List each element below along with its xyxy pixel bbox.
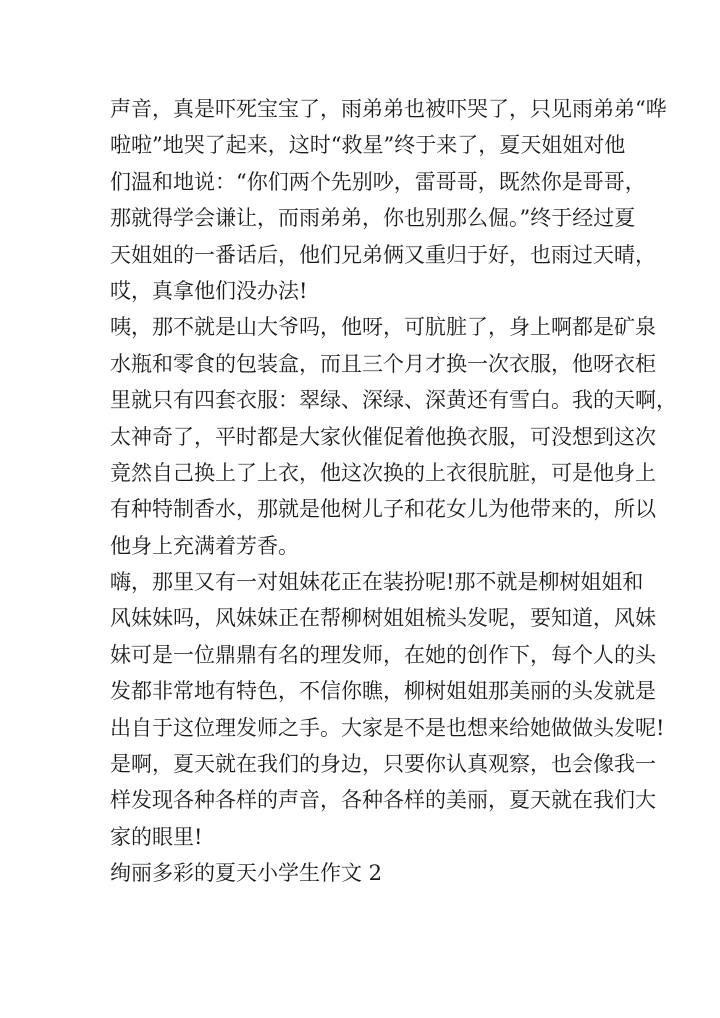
paragraph-mountain [110,309,677,564]
text-line: 啦啦”地哭了起来，这时“救星”终于来了，夏天姐姐对他 [110,133,626,158]
text-line: 声音，真是吓死宝宝了，雨弟弟也被吓哭了，只见雨弟弟“哗 [110,97,667,121]
text-line: 哎，真拿他们没办法! [110,278,308,303]
text-line: 有种特制香水，那就是他树儿子和花女儿为他带来的，所以 [110,497,656,522]
text-line: 样发现各种各样的声音，各种各样的美丽，夏天就在我们大 [110,788,656,813]
text-line: 咦，那不就是山大爷吗，他呀，可肮脏了，身上啊都是矿泉 [110,315,656,340]
text-line: 天姐姐的一番话后，他们兄弟俩又重归于好，也雨过天晴， [110,242,656,267]
paragraph-thunder-rain [110,91,667,309]
text-line: 嗨，那里又有一对姐妹花正在装扮呢!那不就是柳树姐姐和 [110,570,644,595]
text-line: 出自于这位理发师之手。大家是不是也想来给她做做头发呢! [110,715,665,740]
text-line: 家的眼里! [110,824,203,849]
text-line: 们温和地说：“你们两个先别吵，雷哥哥，既然你是哥哥， [110,169,646,194]
document-body [110,91,677,892]
paragraph-willow-wind [110,564,665,746]
text-line: 是啊，夏天就在我们的身边，只要你认真观察，也会像我一 [110,752,656,777]
text-line: 他身上充满着芳香。 [110,533,299,558]
text-line: 风妹妹吗，风妹妹正在帮柳树姐姐梳头发呢，要知道，风妹 [110,606,656,631]
paragraph-conclusion [110,746,656,855]
text-line: 竟然自己换上了上衣，他这次换的上衣很肮脏，可是他身上 [110,460,656,485]
text-line: 那就得学会谦让，而雨弟弟，你也别那么倔。”终于经过夏 [110,206,636,231]
text-line: 水瓶和零食的包装盒，而且三个月才换一次衣服，他呀衣柜 [110,351,656,376]
text-line: 里就只有四套衣服：翠绿、深绿、深黄还有雪白。我的天啊， [110,388,677,413]
text-line: 发都非常地有特色，不信你瞧，柳树姐姐那美丽的头发就是 [110,679,656,704]
essay-title-2 [110,855,616,891]
text-line: 妹可是一位鼎鼎有名的理发师，在她的创作下，每个人的头 [110,642,656,667]
text-line: 太神奇了，平时都是大家伙催促着他换衣服，可没想到这次 [110,424,656,449]
section-heading: 绚丽多彩的夏天小学生作文 2 [110,861,383,886]
